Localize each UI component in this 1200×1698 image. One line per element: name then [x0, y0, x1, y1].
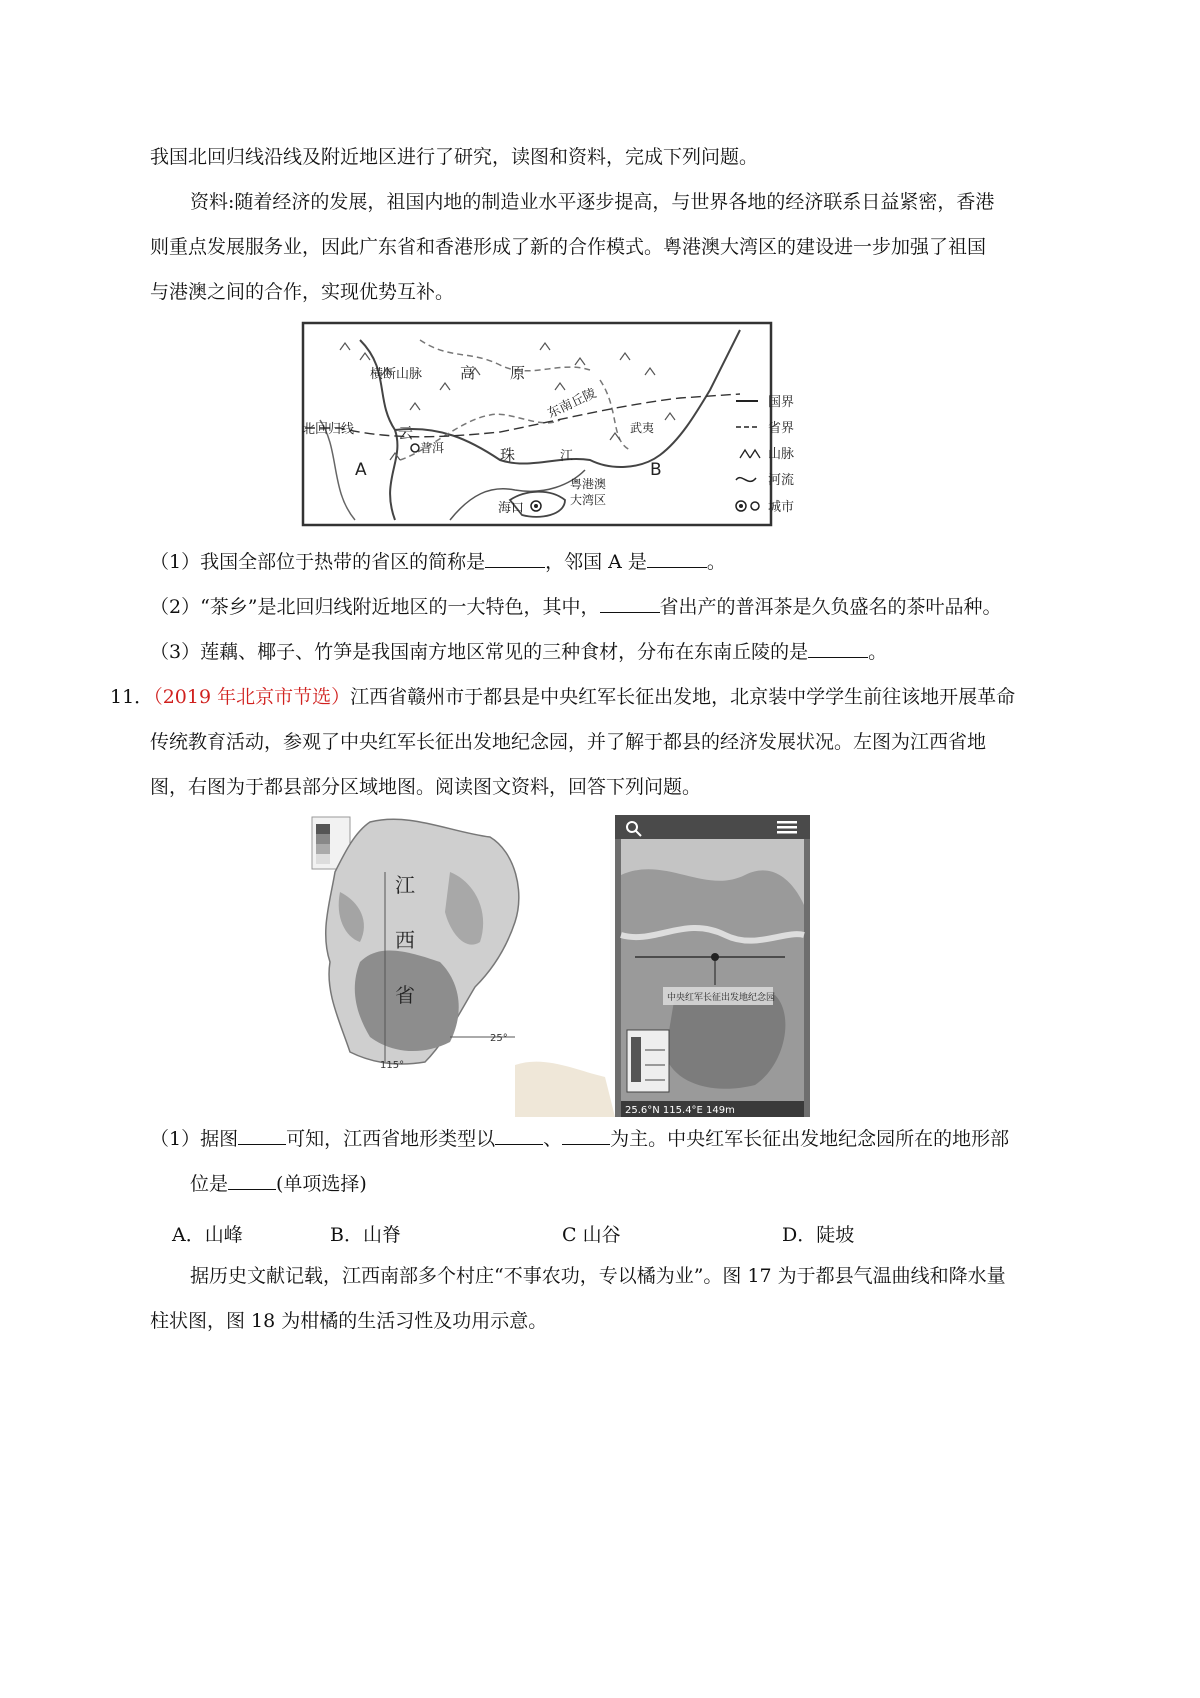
label-wuyi: 武夷	[630, 421, 655, 435]
label-mountain: 横断山脉	[370, 367, 423, 382]
q11-part-1-cont: 位是 (单项选择)	[190, 1173, 367, 1195]
q10-part-3: （3）莲藕、椰子、竹笋是我国南方地区常见的三种食材，分布在东南丘陵的是 。	[150, 641, 888, 663]
map-char-xi: 西	[395, 928, 415, 952]
label-tropic: 北回归线	[302, 422, 355, 437]
map-char-jiang: 江	[395, 873, 415, 897]
tropic-region-map	[300, 320, 835, 530]
q11-part-1: （1）据图 可知，江西省地形类型以 、 为主。中央红军长征出发地纪念园所在的地形部	[150, 1128, 1010, 1150]
q10-part-1: （1）我国全部位于热带的省区的简称是 ，邻国 A 是 。	[150, 551, 726, 573]
material-line-1: 资料:随着经济的发展，祖国内地的制造业水平逐步提高，与世界各地的经济联系日益紧密，香港	[190, 191, 995, 213]
answer-blank[interactable]	[485, 566, 545, 568]
memorial-site-label: 中央红军长征出发地纪念园	[667, 993, 776, 1003]
answer-blank[interactable]	[600, 611, 660, 613]
label-hills: 东南丘陵	[545, 386, 599, 422]
legend-mountain: 山脉	[768, 447, 795, 462]
legend-border: 国界	[768, 395, 795, 410]
legend-city: 城市	[768, 500, 795, 515]
question-number: 11．	[110, 686, 154, 708]
lon-label: 115°	[380, 1060, 405, 1070]
material-line-3: 与港澳之间的合作，实现优势互补。	[150, 281, 455, 303]
lat-label: 25°	[490, 1033, 508, 1044]
label-puer: 普洱	[420, 441, 445, 455]
q11-line-1: 11．（2019 年北京市节选）江西省赣州市于都县是中央红军长征出发地，北京装中学学生前往该地开展革命	[110, 686, 1016, 708]
intro-text: 我国北回归线沿线及附近地区进行了研究，读图和资料，完成下列问题。	[150, 146, 759, 168]
answer-blank[interactable]	[647, 566, 707, 568]
yudu-map	[515, 815, 810, 1117]
label-bayarea-2: 大湾区	[570, 493, 607, 507]
label-b: B	[650, 460, 662, 480]
menu-icon[interactable]	[777, 821, 797, 834]
closing-line-2: 柱状图，图 18 为柑橘的生活习性及功用示意。	[150, 1310, 548, 1332]
option-a[interactable]: A．山峰	[172, 1224, 243, 1246]
closing-line-1: 据历史文献记载，江西南部多个村庄“不事农功，专以橘为业”。图 17 为于都县气温曲线和降水量	[190, 1265, 1006, 1287]
answer-blank[interactable]	[562, 1143, 610, 1145]
option-d[interactable]: D．陡坡	[782, 1224, 855, 1246]
answer-blank[interactable]	[495, 1143, 543, 1145]
coordinate-readout: 25.6°N 115.4°E 149m	[625, 1105, 735, 1116]
option-b[interactable]: B．山脊	[330, 1224, 401, 1246]
label-yuan: 原	[510, 364, 526, 382]
q10-part-2: （2）“茶乡”是北回归线附近地区的一大特色，其中， 省出产的普洱茶是久负盛名的茶叶品种。	[150, 596, 1002, 618]
label-yun: 云	[398, 424, 414, 442]
label-river: 江	[560, 449, 574, 464]
legend-river: 河流	[768, 473, 795, 488]
material-line-2: 则重点发展服务业，因此广东省和香港形成了新的合作模式。粤港澳大湾区的建设进一步加强了祖国	[150, 236, 987, 258]
q11-line-3: 图，右图为于都县部分区域地图。阅读图文资料，回答下列问题。	[150, 776, 702, 798]
option-c[interactable]: C 山谷	[562, 1224, 621, 1246]
q11-line-2: 传统教育活动，参观了中央红军长征出发地纪念园，并了解于都县的经济发展状况。左图为江西省地	[150, 731, 987, 753]
label-a: A	[355, 460, 367, 480]
answer-blank[interactable]	[228, 1188, 276, 1190]
answer-blank[interactable]	[808, 656, 868, 658]
question-source: （2019 年北京市节选）	[153, 686, 351, 708]
jiangxi-map	[300, 812, 528, 1070]
label-zhu: 珠	[500, 446, 516, 464]
map-char-sheng: 省	[395, 983, 415, 1007]
label-bayarea-1: 粤港澳	[570, 477, 607, 491]
answer-blank[interactable]	[238, 1143, 286, 1145]
legend-province: 省界	[768, 421, 795, 436]
label-haikou: 海口	[498, 501, 525, 516]
label-gao: 高	[460, 364, 476, 382]
